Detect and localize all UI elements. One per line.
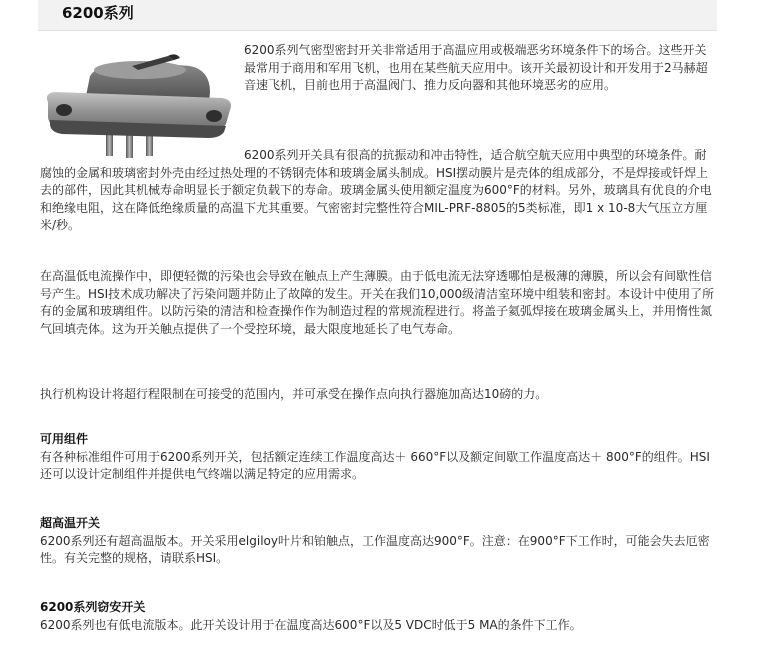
section-body: 6200系列还有超高温版本。开关采用elgiloy叶片和铂触点，工作温度高达900°F。注意：在900°F下工作时，可能会失去厄密性。有关完整的规格，请联系HSI。 xyxy=(40,533,710,566)
section-heading: 6200系列窃安开关 xyxy=(40,600,146,614)
section-body: 6200系列也有低电流版本。此开关设计用于在温度高达600°F以及5 VDC时低于5 MA的条件下工作。 xyxy=(40,617,582,632)
section-heading: 超高温开关 xyxy=(40,516,101,530)
intro-paragraph-3: 在高温低电流操作中，即便轻微的污染也会导致在触点上产生薄膜。由于低电流无法穿透哪怕是极薄的薄膜，所以会有间歇性信号产生。HSI技术成功解决了污染问题并防止了故障的发生。开关在我们10,000级清洁室环境中组装和密封。本设计中使用了所有的金属和玻璃组件。以防污染的清洁和检查操作作为制造过程的常规流程进行。将盖子氦弧焊接在玻璃金属头上，并用惰性氮气回填壳体。这为开关触点提供了一个受控环境，最大限度地延长了电气寿命。 xyxy=(40,269,715,336)
switch-product-photo xyxy=(40,52,236,160)
intro-paragraph-2: 6200系列开关具有很高的抗振动和冲击特性，适合航空航天应用中典型的环境条件。耐腐蚀的金属和玻璃密封外壳由经过热处理的不锈钢壳体和玻璃金属头制成。HSI摆动膜片是壳体的组成部分，不是焊接或钎焊上去的部件，因此其机械寿命明显长于额定负载下的寿命。玻璃金属头使用额定温度为600°F的材料。另外，玻璃具有优良的介电和绝缘电阻，这在降低绝缘质量的高温下尤其重要。气密密封完整性符合MIL-PRF-8805的5类标准，即1 x 10-8大气压立方厘米/秒。 xyxy=(40,148,712,233)
page-title: 6200系列 xyxy=(62,4,134,22)
intro-paragraph-1: 6200系列气密型密封开关非常适用于高温应用或极端恶劣环境条件下的场合。这些开关最常用于商用和军用飞机，也用在某些航天应用中。该开关最初设计和开发用于2马赫超音速飞机，目前也用于高温阀门、推力反向器和其他环境恶劣的应用。 xyxy=(244,43,708,93)
section-available-components xyxy=(40,431,718,484)
intro-paragraph-4: 执行机构设计将超行程限制在可接受的范围内，并可承受在操作点向执行器施加高达10磅的力。 xyxy=(40,387,548,401)
page-header xyxy=(38,0,717,31)
section-body: 有各种标准组件可用于6200系列开关，包括额定连续工作温度高达＋ 660°F以及额定间歇工作温度高达＋ 800°F的组件。HSI还可以设计定制组件并提供电气终端以满足特定的应用需求。 xyxy=(40,449,710,482)
section-low-current-switch xyxy=(40,599,718,634)
section-heading: 可用组件 xyxy=(40,432,89,446)
section-high-temp-switch xyxy=(40,515,718,568)
